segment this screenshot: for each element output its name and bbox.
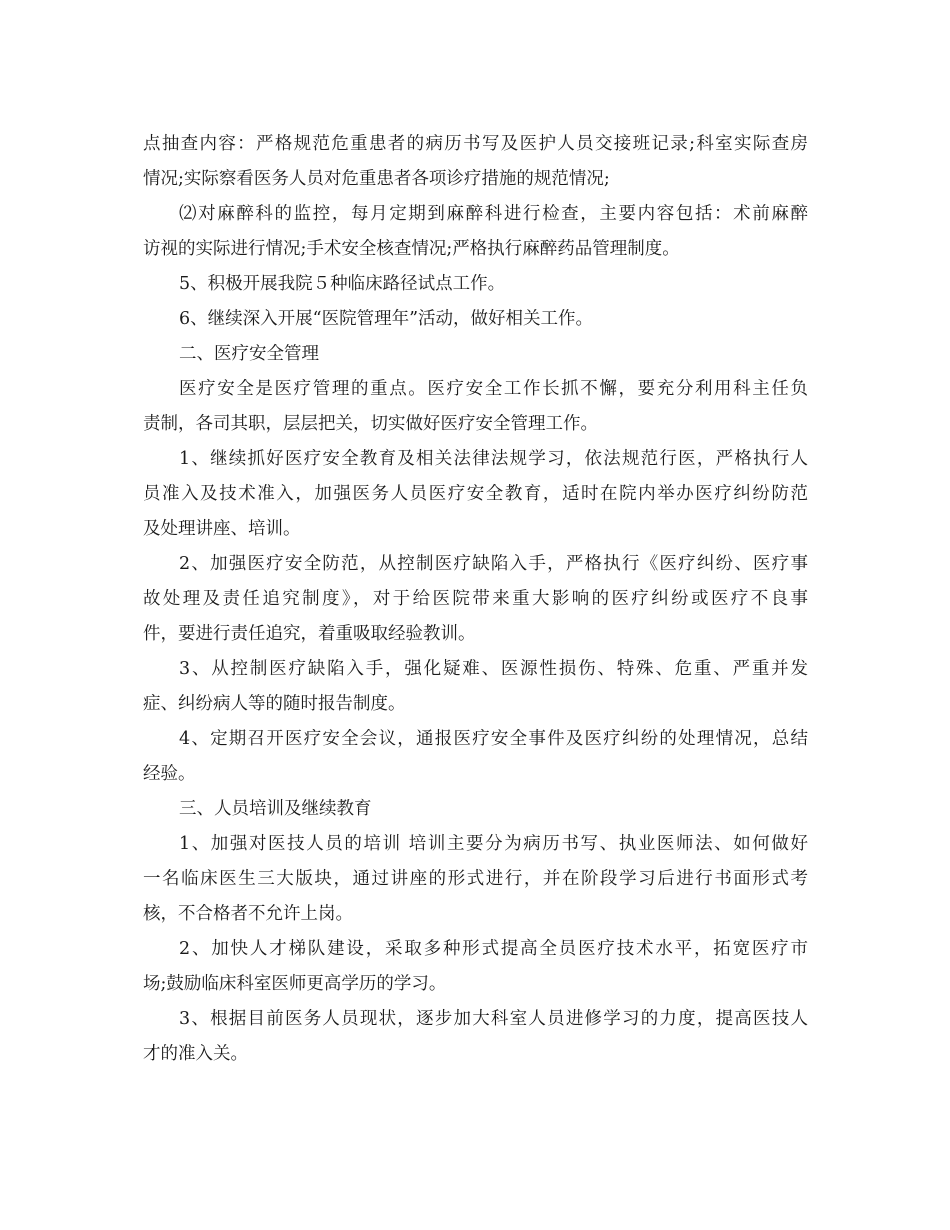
text-line: 3、从控制医疗缺陷入手，强化疑难、医源性损伤、特殊、危重、严重并发: [179, 659, 808, 679]
text-line: 及处理讲座、培训。: [143, 519, 301, 539]
document-body: [143, 127, 808, 1072]
text-line: 核，不合格者不允许上岗。: [143, 904, 353, 924]
text-line: 场;鼓励临床科室医师更高学历的学习。: [143, 974, 447, 994]
text-line: 症、纠纷病人等的随时报告制度。: [143, 694, 406, 714]
text-line: 情况;实际察看医务人员对危重患者各项诊疗措施的规范情况;: [143, 169, 610, 189]
text-line: 件，要进行责任追究，着重吸取经验教训。: [143, 624, 476, 644]
text-line: 6、继续深入开展“医院管理年”活动，做好相关工作。: [179, 309, 594, 329]
text-line: 才的准入关。: [143, 1044, 248, 1064]
text-line: 2、加快人才梯队建设，采取多种形式提高全员医疗技术水平，拓宽医疗市: [179, 939, 808, 959]
text-line: ⑵对麻醉科的监控，每月定期到麻醉科进行检查，主要内容包括：术前麻醉: [179, 204, 808, 224]
text-line: 员准入及技术准入，加强医务人员医疗安全教育，适时在院内举办医疗纠纷防范: [143, 484, 808, 504]
text-line: 故处理及责任追究制度》，对于给医院带来重大影响的医疗纠纷或医疗不良事: [143, 589, 808, 609]
text-line: 点抽查内容：严格规范危重患者的病历书写及医护人员交接班记录;科室实际查房: [143, 134, 808, 154]
text-line: 医疗安全是医疗管理的重点。医疗安全工作长抓不懈，要充分利用科主任负: [179, 379, 808, 399]
text-line: 责制，各司其职，层层把关，切实做好医疗安全管理工作。: [143, 414, 598, 434]
section-heading: 三、人员培训及继续教育: [179, 799, 372, 819]
text-line: 5、积极开展我院５种临床路径试点工作。: [179, 274, 506, 294]
text-line: 4、定期召开医疗安全会议，通报医疗安全事件及医疗纠纷的处理情况，总结: [179, 729, 808, 749]
text-line: 经验。: [143, 764, 196, 784]
text-line: 访视的实际进行情况;手术安全核查情况;严格执行麻醉药品管理制度。: [143, 239, 680, 259]
text-line: 1、继续抓好医疗安全教育及相关法律法规学习，依法规范行医，严格执行人: [179, 449, 808, 469]
text-line: 1、加强对医技人员的培训 培训主要分为病历书写、执业医师法、如何做好: [179, 834, 808, 854]
text-line: 3、根据目前医务人员现状，逐步加大科室人员进修学习的力度，提高医技人: [179, 1009, 808, 1029]
text-line: 一名临床医生三大版块，通过讲座的形式进行，并在阶段学习后进行书面形式考: [143, 869, 808, 889]
section-heading: 二、医疗安全管理: [179, 344, 319, 364]
text-line: 2、加强医疗安全防范，从控制医疗缺陷入手，严格执行《医疗纠纷、医疗事: [179, 554, 808, 574]
